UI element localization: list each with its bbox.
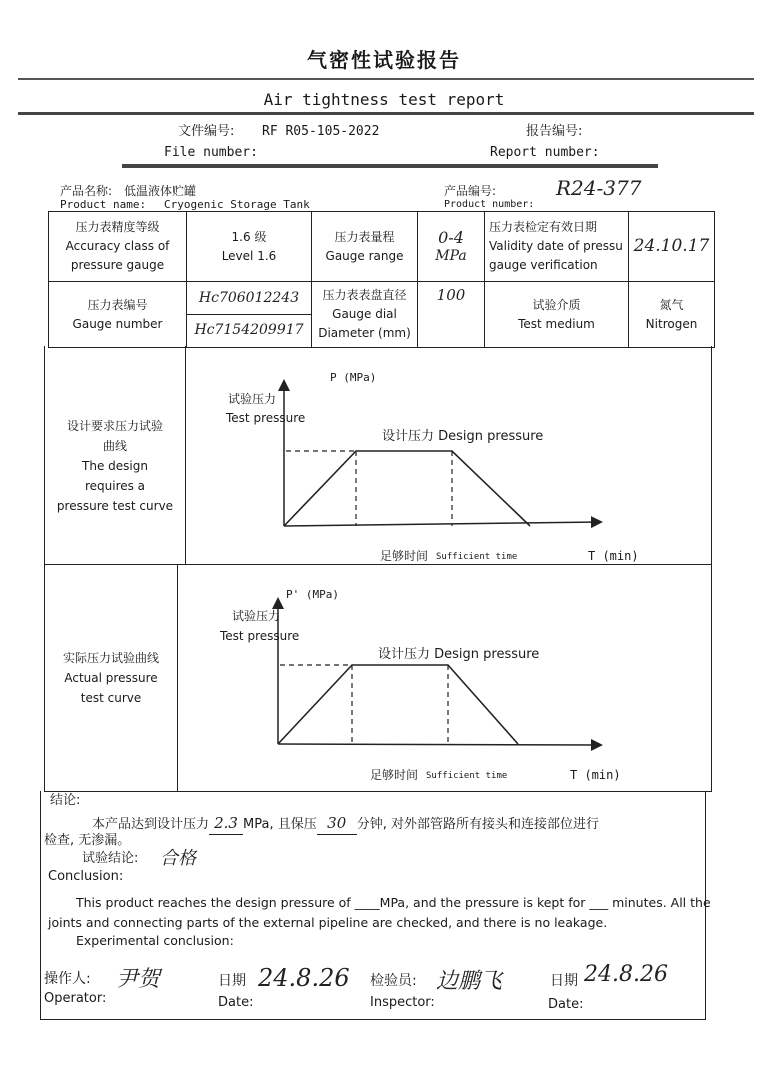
date-2-label-en: Date:	[548, 997, 584, 1012]
conclusion-heading: 结论:	[50, 793, 81, 808]
file-number-label-cn: 文件编号:	[178, 124, 235, 139]
operator-label-cn: 操作人:	[44, 971, 91, 987]
experimental-conclusion-label-cn: 试验结论:	[82, 851, 139, 866]
report-number-label-cn: 报告编号:	[526, 124, 583, 139]
test-medium-value-cn: 氮气	[659, 297, 684, 312]
actual-test-pressure-cn: 试验压力	[232, 609, 281, 623]
date-1-label-en: Date:	[218, 995, 254, 1010]
gauge-number-value-2: Hc7154209917	[194, 322, 304, 338]
product-name-label-cn: 产品名称:	[60, 184, 113, 198]
date-1-value: 24.8.26	[258, 964, 350, 992]
gauge-range-value-1: 0-4	[438, 227, 464, 247]
dial-diameter-en-1: Gauge dial	[332, 307, 397, 321]
actual-y-axis-label: P' (MPa)	[286, 588, 339, 601]
design-curve-label-cn-2: 曲线	[102, 439, 127, 453]
experimental-conclusion-value: 合格	[160, 848, 196, 869]
dial-diameter-value-text: 100	[436, 286, 466, 304]
design-curve-label-cn-1: 设计要求压力试验	[66, 419, 163, 433]
hold-minutes-value: 30	[317, 812, 357, 835]
operator-label-en: Operator:	[44, 991, 107, 1006]
date-2-label-cn: 日期	[550, 973, 578, 989]
validity-date-en-1: Validity date of pressu	[489, 239, 623, 253]
product-name-label-en: Product name:	[60, 198, 147, 211]
actual-design-pressure-label: 设计压力 Design pressure	[378, 647, 540, 662]
gauge-range-value-2: MPa	[435, 247, 467, 264]
conclusion-en-line-1: This product reaches the design pressure of ____MPa, and the pressure is kept for ___ minutes. All the	[76, 895, 711, 910]
test-medium-value-en: Nitrogen	[645, 316, 698, 331]
operator-signature: 尹贺	[116, 967, 161, 992]
product-number-label-cn: 产品编号:	[444, 184, 497, 198]
actual-x-axis	[278, 744, 600, 745]
conclusion-line1-a: 本产品达到设计压力	[92, 817, 210, 832]
conclusion-line1-b: MPa, 且保压	[243, 817, 317, 832]
experimental-conclusion-label-en: Experimental conclusion:	[76, 933, 234, 948]
accuracy-class-en-2: pressure gauge	[70, 258, 165, 272]
design-pressure-value: 2.3	[209, 812, 243, 835]
actual-test-pressure-en: Test pressure	[220, 629, 300, 643]
actual-x-unit: T (min)	[570, 768, 621, 782]
accuracy-value-en: Level 1.6	[221, 248, 277, 263]
actual-pressure-curve	[278, 665, 518, 744]
report-title-en: Air tightness test report	[263, 90, 505, 109]
design-pressure-curve	[284, 451, 530, 526]
product-number-label-en: Product number:	[444, 199, 535, 210]
report-title-cn: 气密性试验报告	[307, 48, 461, 72]
file-number-label-en: File number:	[164, 145, 258, 160]
accuracy-value-cn: 1.6 级	[231, 229, 267, 244]
design-x-label-en: Sufficient time	[436, 552, 518, 562]
actual-curve-label-en-2: test curve	[80, 691, 142, 705]
report-number-label-en: Report number:	[490, 145, 600, 160]
actual-curve-label	[46, 648, 176, 708]
actual-curve-label-en-1: Actual pressure	[64, 671, 158, 685]
validity-date-cn: 压力表检定有效日期	[489, 220, 598, 234]
design-pressure-label: 设计压力 Design pressure	[382, 429, 544, 444]
date-1-label-cn: 日期	[218, 973, 246, 989]
design-x-unit: T (min)	[588, 549, 639, 563]
conclusion-line-2: 检查, 无渗漏。	[44, 833, 131, 848]
actual-x-label-cn: 足够时间	[370, 768, 419, 782]
test-medium-cn: 试验介质	[532, 297, 581, 312]
conclusion-label-en: Conclusion:	[48, 869, 124, 884]
dial-diameter-cn: 压力表表盘直径	[322, 288, 407, 302]
date-2-value: 24.8.26	[584, 962, 668, 987]
dial-diameter-en-2: Diameter (mm)	[318, 326, 411, 340]
actual-curve-label-cn: 实际压力试验曲线	[62, 651, 159, 665]
design-curve-label-en-2: requires a	[84, 479, 146, 493]
actual-x-label-en: Sufficient time	[426, 771, 508, 781]
gauge-range-en: Gauge range	[325, 248, 404, 263]
product-number-value: R24-377	[556, 176, 642, 200]
inspector-label-en: Inspector:	[370, 995, 435, 1010]
design-test-pressure-en: Test pressure	[226, 411, 306, 425]
design-curve-label-en-3: pressure test curve	[56, 499, 174, 513]
design-x-axis	[284, 522, 600, 526]
gauge-number-en: Gauge number	[72, 316, 163, 331]
gauge-range-cn: 压力表量程	[334, 229, 395, 244]
design-curve-label-en-1: The design	[82, 459, 148, 473]
conclusion-en-line-2: joints and connecting parts of the external pipeline are checked, and there is no leakage.	[48, 915, 608, 930]
file-number-value: RF R05-105-2022	[262, 124, 380, 139]
inspector-label-cn: 检验员:	[370, 973, 417, 989]
inspector-signature: 边鹏飞	[436, 969, 503, 994]
gauge-number-value-1: Hc706012243	[187, 283, 311, 315]
accuracy-class-en-1: Accuracy class of	[65, 239, 170, 253]
product-name-value-en: Cryogenic Storage Tank	[164, 198, 310, 211]
test-medium-en: Test medium	[518, 316, 595, 331]
design-x-label-cn: 足够时间	[380, 549, 429, 563]
design-test-pressure-cn: 试验压力	[228, 392, 277, 406]
design-y-axis-label: P (MPa)	[330, 371, 377, 384]
validity-date-value-text: 24.10.17	[633, 236, 710, 256]
gauge-number-cn: 压力表编号	[87, 297, 148, 312]
accuracy-class-cn: 压力表精度等级	[75, 220, 160, 234]
product-name-value-cn: 低温液体贮罐	[124, 184, 197, 198]
conclusion-line-1	[92, 812, 599, 836]
validity-date-en-2: gauge verification	[489, 258, 598, 272]
conclusion-line1-c: 分钟, 对外部管路所有接头和连接部位进行	[356, 817, 599, 832]
